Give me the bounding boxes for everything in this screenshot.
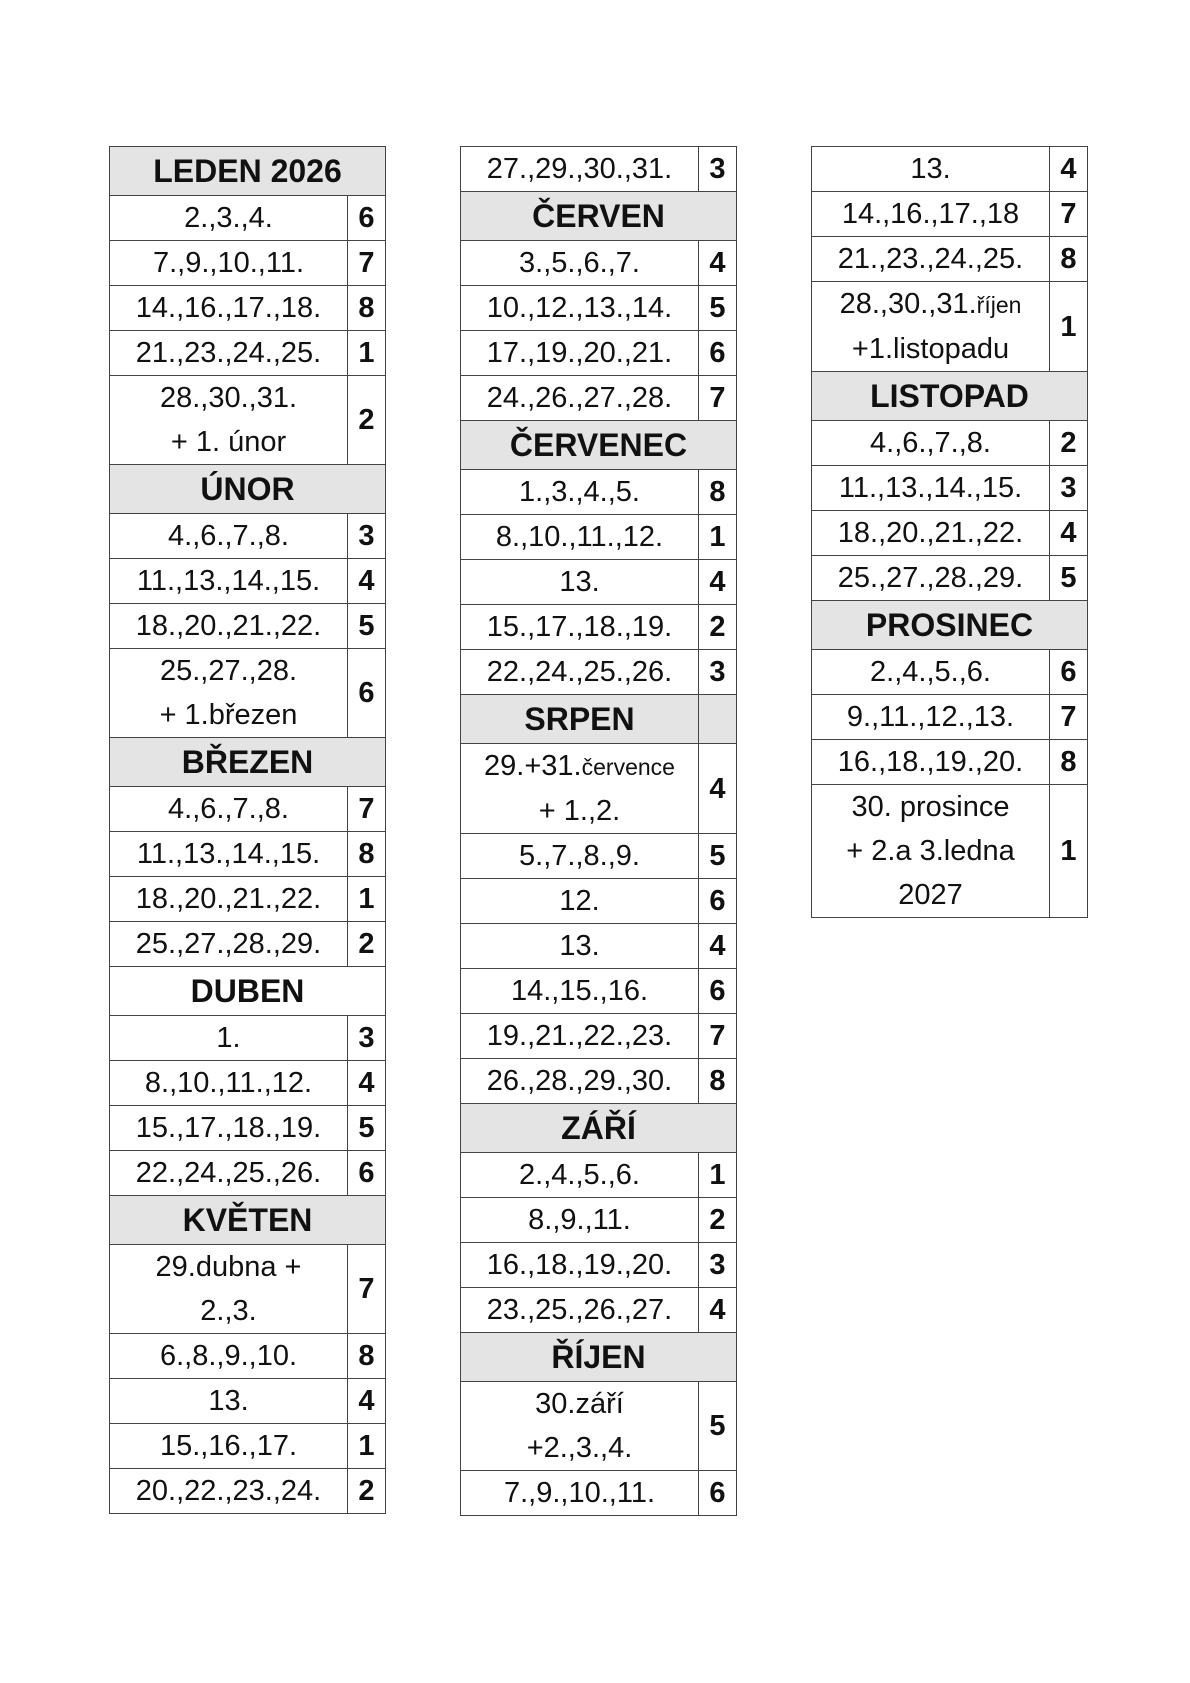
- schedule-row: [461, 1059, 737, 1104]
- schedule-row: [110, 331, 386, 376]
- date-cell: [461, 1382, 699, 1471]
- month-header: PROSINEC: [812, 601, 1088, 650]
- date-cell: 11.,13.,14.,15.: [110, 832, 348, 877]
- schedule-row: [461, 286, 737, 331]
- schedule-row: [461, 834, 737, 879]
- group-number: 7: [1050, 695, 1088, 740]
- date-cell: 14.,15.,16.: [461, 969, 699, 1014]
- date-cell: [110, 376, 348, 465]
- date-cell: 16.,18.,19.,20.: [461, 1243, 699, 1288]
- date-cell: 18.,20.,21.,22.: [110, 604, 348, 649]
- group-number: 7: [348, 241, 386, 286]
- group-number: 1: [699, 515, 737, 560]
- group-number: 6: [699, 879, 737, 924]
- group-number: 5: [699, 1382, 737, 1471]
- group-number: 8: [699, 1059, 737, 1104]
- schedule-row: [461, 1153, 737, 1198]
- group-number: 2: [348, 1469, 386, 1514]
- group-number: 2: [699, 1198, 737, 1243]
- group-number: 4: [699, 560, 737, 605]
- date-cell: 8.,10.,11.,12.: [110, 1061, 348, 1106]
- month-header-row: [110, 738, 386, 787]
- date-cell: [812, 282, 1050, 372]
- group-number: 6: [348, 1151, 386, 1196]
- schedule-row: [461, 147, 737, 192]
- date-cell: 14.,16.,17.,18.: [110, 286, 348, 331]
- date-cell: 10.,12.,13.,14.: [461, 286, 699, 331]
- date-cell: 4.,6.,7.,8.: [110, 514, 348, 559]
- month-header: ÚNOR: [110, 465, 386, 514]
- group-number: 4: [1050, 511, 1088, 556]
- date-line: +2.,3.,4.: [526, 1432, 633, 1464]
- date-cell: 17.,19.,20.,21.: [461, 331, 699, 376]
- month-header: DUBEN: [110, 967, 386, 1016]
- month-header: LISTOPAD: [812, 372, 1088, 421]
- group-number: 7: [699, 1014, 737, 1059]
- date-cell: [461, 744, 699, 834]
- group-number: 4: [699, 744, 737, 834]
- group-number: 4: [1050, 147, 1088, 192]
- group-number: 6: [348, 649, 386, 738]
- schedule-row: [461, 1198, 737, 1243]
- date-line: 29.+31.července: [484, 750, 675, 782]
- schedule-row: [110, 376, 386, 465]
- schedule-row: [461, 924, 737, 969]
- date-cell: 26.,28.,29.,30.: [461, 1059, 699, 1104]
- schedule-row: [812, 695, 1088, 740]
- schedule-row: [812, 650, 1088, 695]
- schedule-row: [110, 1379, 386, 1424]
- group-number: 1: [1050, 785, 1088, 918]
- date-cell: 16.,18.,19.,20.: [812, 740, 1050, 785]
- month-header-row: [461, 695, 737, 744]
- group-number: 5: [348, 604, 386, 649]
- group-number: 3: [1050, 466, 1088, 511]
- month-note: července: [581, 754, 675, 780]
- group-number: 4: [699, 241, 737, 286]
- schedule-row: [461, 605, 737, 650]
- schedule-row: [110, 1016, 386, 1061]
- date-cell: 2.,4.,5.,6.: [461, 1153, 699, 1198]
- group-number: 1: [1050, 282, 1088, 372]
- group-number: 1: [348, 1424, 386, 1469]
- group-number: 7: [1050, 192, 1088, 237]
- group-number: 6: [348, 196, 386, 241]
- group-number: 1: [348, 331, 386, 376]
- schedule-row: [110, 241, 386, 286]
- date-cell: 24.,26.,27.,28.: [461, 376, 699, 421]
- schedule-row: [110, 196, 386, 241]
- date-cell: 19.,21.,22.,23.: [461, 1014, 699, 1059]
- schedule-row: [461, 376, 737, 421]
- group-number: 5: [348, 1106, 386, 1151]
- date-cell: 22.,24.,25.,26.: [110, 1151, 348, 1196]
- group-number: 3: [699, 147, 737, 192]
- month-header-row: [812, 372, 1088, 421]
- date-cell: 1.: [110, 1016, 348, 1061]
- date-cell: 15.,16.,17.: [110, 1424, 348, 1469]
- date-cell: 15.,17.,18.,19.: [110, 1106, 348, 1151]
- month-header: ČERVENEC: [461, 421, 737, 470]
- group-number: 5: [699, 834, 737, 879]
- schedule-row: [812, 556, 1088, 601]
- date-cell: 5.,7.,8.,9.: [461, 834, 699, 879]
- schedule-row: [812, 785, 1088, 918]
- date-line: 2027: [898, 879, 963, 911]
- schedule-row: [812, 421, 1088, 466]
- month-header-row: [110, 1196, 386, 1245]
- schedule-column-3: [811, 146, 1088, 918]
- group-number: 4: [699, 1288, 737, 1333]
- schedule-column-1: [109, 146, 386, 1514]
- date-cell: 8.,9.,11.: [461, 1198, 699, 1243]
- schedule-row: [461, 1288, 737, 1333]
- group-number: 6: [1050, 650, 1088, 695]
- date-cell: 7.,9.,10.,11.: [461, 1471, 699, 1516]
- date-cell: 27.,29.,30.,31.: [461, 147, 699, 192]
- date-cell: 15.,17.,18.,19.: [461, 605, 699, 650]
- month-note: říjen: [976, 292, 1022, 318]
- group-number: 6: [699, 331, 737, 376]
- schedule-row: [461, 879, 737, 924]
- date-cell: 6.,8.,9.,10.: [110, 1334, 348, 1379]
- group-number: 2: [1050, 421, 1088, 466]
- group-number: 6: [699, 1471, 737, 1516]
- date-line: 25.,27.,28.: [159, 655, 298, 687]
- schedule-row: [812, 237, 1088, 282]
- date-cell: 13.: [110, 1379, 348, 1424]
- date-line: + 1.,2.: [538, 795, 621, 827]
- schedule-row: [812, 282, 1088, 372]
- group-number: 3: [348, 1016, 386, 1061]
- group-number: 3: [699, 1243, 737, 1288]
- schedule-row: [110, 1245, 386, 1334]
- schedule-row: [110, 604, 386, 649]
- group-number: 5: [1050, 556, 1088, 601]
- group-number: 6: [699, 969, 737, 1014]
- date-cell: 12.: [461, 879, 699, 924]
- date-cell: 13.: [461, 924, 699, 969]
- month-header: ŘÍJEN: [461, 1333, 737, 1382]
- schedule-row: [110, 559, 386, 604]
- schedule-row: [110, 922, 386, 967]
- schedule-row: [110, 1334, 386, 1379]
- month-header-row: [812, 601, 1088, 650]
- date-cell: [812, 785, 1050, 918]
- group-number: 5: [699, 286, 737, 331]
- date-cell: 11.,13.,14.,15.: [812, 466, 1050, 511]
- schedule-row: [461, 1243, 737, 1288]
- group-number: 1: [699, 1153, 737, 1198]
- schedule-row: [110, 649, 386, 738]
- schedule-row: [461, 560, 737, 605]
- schedule-row: [461, 1382, 737, 1471]
- date-line: 29.dubna +: [155, 1251, 302, 1283]
- group-number: 3: [699, 650, 737, 695]
- month-header-row: [110, 465, 386, 514]
- date-cell: 4.,6.,7.,8.: [812, 421, 1050, 466]
- group-number: 8: [348, 832, 386, 877]
- month-header: BŘEZEN: [110, 738, 386, 787]
- schedule-row: [461, 969, 737, 1014]
- group-number: 3: [348, 514, 386, 559]
- date-cell: 14.,16.,17.,18: [812, 192, 1050, 237]
- date-cell: 22.,24.,25.,26.: [461, 650, 699, 695]
- date-cell: 23.,25.,26.,27.: [461, 1288, 699, 1333]
- schedule-row: [812, 740, 1088, 785]
- date-cell: 18.,20.,21.,22.: [110, 877, 348, 922]
- group-number: 4: [699, 924, 737, 969]
- schedule-row: [110, 787, 386, 832]
- schedule-row: [461, 1471, 737, 1516]
- group-number: 7: [699, 376, 737, 421]
- date-cell: 25.,27.,28.,29.: [812, 556, 1050, 601]
- group-number: 2: [699, 605, 737, 650]
- date-cell: 13.: [461, 560, 699, 605]
- group-number: 2: [348, 922, 386, 967]
- date-cell: [110, 649, 348, 738]
- group-number: 8: [348, 1334, 386, 1379]
- date-cell: 4.,6.,7.,8.: [110, 787, 348, 832]
- group-number: 8: [1050, 740, 1088, 785]
- date-cell: 7.,9.,10.,11.: [110, 241, 348, 286]
- month-header-row: [110, 147, 386, 196]
- date-cell: 18.,20.,21.,22.: [812, 511, 1050, 556]
- date-cell: 13.: [812, 147, 1050, 192]
- date-cell: 2.,3.,4.: [110, 196, 348, 241]
- schedule-row: [812, 511, 1088, 556]
- date-line: 30.září: [535, 1388, 624, 1420]
- date-line: 28.,30.,31.říjen: [839, 288, 1022, 320]
- date-cell: 9.,11.,12.,13.: [812, 695, 1050, 740]
- schedule-row: [812, 466, 1088, 511]
- date-cell: 2.,4.,5.,6.: [812, 650, 1050, 695]
- date-line: 2.,3.: [200, 1295, 257, 1327]
- schedule-row: [110, 1106, 386, 1151]
- schedule-row: [110, 1424, 386, 1469]
- date-line: 28.,30.,31.: [159, 382, 298, 414]
- group-number: 8: [699, 470, 737, 515]
- group-number: 7: [348, 787, 386, 832]
- date-cell: 25.,27.,28.,29.: [110, 922, 348, 967]
- schedule-row: [461, 241, 737, 286]
- group-number: 7: [348, 1245, 386, 1334]
- month-header-empty-cell: [699, 695, 737, 744]
- date-cell: 11.,13.,14.,15.: [110, 559, 348, 604]
- schedule-row: [461, 650, 737, 695]
- month-header-row: [461, 192, 737, 241]
- schedule-row: [812, 192, 1088, 237]
- date-cell: 8.,10.,11.,12.: [461, 515, 699, 560]
- date-line: + 2.a 3.ledna: [846, 835, 1015, 867]
- month-header-row: [461, 1104, 737, 1153]
- group-number: 8: [1050, 237, 1088, 282]
- date-cell: 21.,23.,24.,25.: [110, 331, 348, 376]
- schedule-row: [812, 147, 1088, 192]
- date-cell: 21.,23.,24.,25.: [812, 237, 1050, 282]
- schedule-row: [110, 1469, 386, 1514]
- month-header: KVĚTEN: [110, 1196, 386, 1245]
- schedule-row: [461, 515, 737, 560]
- month-header: ČERVEN: [461, 192, 737, 241]
- schedule-row: [110, 832, 386, 877]
- month-header: LEDEN 2026: [110, 147, 386, 196]
- schedule-row: [110, 1061, 386, 1106]
- group-number: 2: [348, 376, 386, 465]
- month-header: SRPEN: [461, 695, 699, 744]
- schedule-row: [461, 331, 737, 376]
- group-number: 4: [348, 1061, 386, 1106]
- date-line: + 1. únor: [170, 426, 287, 458]
- date-cell: [110, 1245, 348, 1334]
- group-number: 1: [348, 877, 386, 922]
- month-header: ZÁŘÍ: [461, 1104, 737, 1153]
- date-cell: 3.,5.,6.,7.: [461, 241, 699, 286]
- group-number: 4: [348, 1379, 386, 1424]
- group-number: 4: [348, 559, 386, 604]
- month-header-row: [461, 421, 737, 470]
- schedule-row: [461, 470, 737, 515]
- month-header-row: [110, 967, 386, 1016]
- schedule-row: [461, 744, 737, 834]
- schedule-column-2: [460, 146, 737, 1516]
- schedule-row: [110, 877, 386, 922]
- schedule-row: [110, 1151, 386, 1196]
- date-cell: 20.,22.,23.,24.: [110, 1469, 348, 1514]
- date-cell: 1.,3.,4.,5.: [461, 470, 699, 515]
- group-number: 8: [348, 286, 386, 331]
- schedule-row: [110, 286, 386, 331]
- date-line: + 1.březen: [159, 699, 298, 731]
- date-line: 30. prosince: [851, 791, 1010, 823]
- date-line: +1.listopadu: [851, 333, 1010, 365]
- schedule-row: [461, 1014, 737, 1059]
- month-header-row: [461, 1333, 737, 1382]
- schedule-row: [110, 514, 386, 559]
